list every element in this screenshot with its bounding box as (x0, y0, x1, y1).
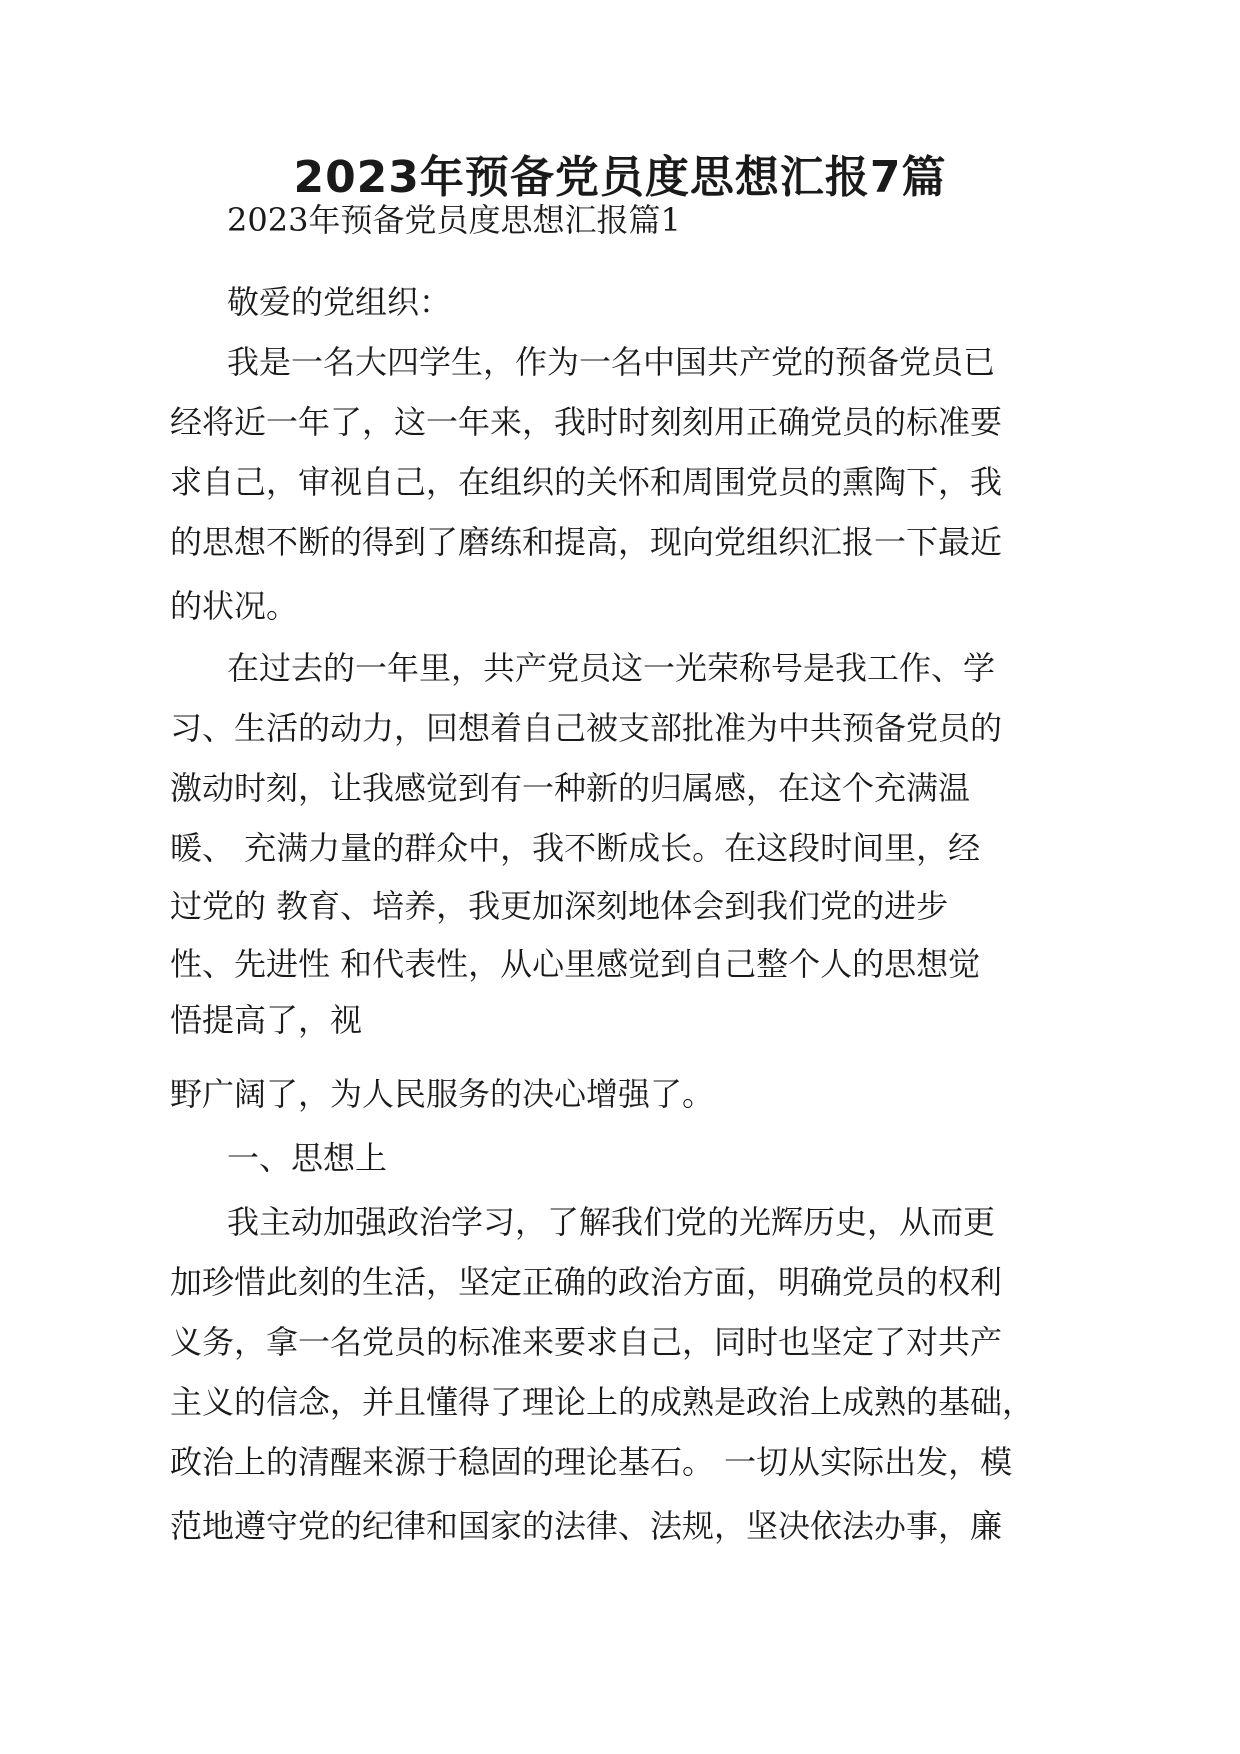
paragraph-line: 我是一名大四学生，作为一名中国共产党的预备党员已 (227, 343, 996, 381)
document-title: 2023年预备党员度思想汇报7篇 (293, 152, 947, 203)
paragraph-line: 我主动加强政治学习，了解我们党的光辉历史，从而更 (227, 1203, 996, 1241)
subtitle-line: 2023年预备党员度思想汇报篇1 (227, 201, 681, 239)
paragraph-line: 性、先进性 和代表性，从心里感觉到自己整个人的思想觉 (170, 945, 981, 983)
paragraph-line: 野广阔了，为人民服务的决心增强了。 (170, 1075, 715, 1113)
paragraph-line: 加珍惜此刻的生活，坚定正确的政治方面，明确党员的权利 (170, 1263, 1003, 1301)
paragraph-line: 在过去的一年里，共产党员这一光荣称号是我工作、学 (227, 649, 996, 687)
paragraph-line: 范地遵守党的纪律和国家的法律、法规，坚决依法办事，廉 (170, 1507, 1003, 1545)
paragraph-line: 主义的信念，并且懂得了理论上的成熟是政治上成熟的基础， (170, 1383, 1035, 1421)
paragraph-line: 义务，拿一名党员的标准来要求自己，同时也坚定了对共产 (170, 1323, 1003, 1361)
paragraph-line: 暖、 充满力量的群众中，我不断成长。在这段时间里，经 (170, 829, 981, 867)
paragraph-line: 过党的 教育、培养，我更加深刻地体会到我们党的进步 (170, 887, 949, 925)
paragraph-line: 习、生活的动力，回想着自己被支部批准为中共预备党员的 (170, 709, 1003, 747)
paragraph-line: 悟提高了，视 (170, 1001, 363, 1039)
paragraph-line: 的状况。 (170, 587, 299, 625)
salutation-line: 敬爱的党组织： (227, 283, 452, 321)
paragraph-line: 求自己，审视自己，在组织的关怀和周围党员的熏陶下，我 (170, 463, 1003, 501)
section-heading: 一、思想上 (227, 1139, 388, 1177)
paragraph-line: 政治上的清醒来源于稳固的理论基石。 一切从实际出发，模 (170, 1443, 1013, 1481)
paragraph-line: 经将近一年了，这一年来，我时时刻刻用正确党员的标准要 (170, 403, 1003, 441)
paragraph-line: 激动时刻，让我感觉到有一种新的归属感，在这个充满温 (170, 769, 971, 807)
paragraph-line: 的思想不断的得到了磨练和提高，现向党组织汇报一下最近 (170, 523, 1003, 561)
